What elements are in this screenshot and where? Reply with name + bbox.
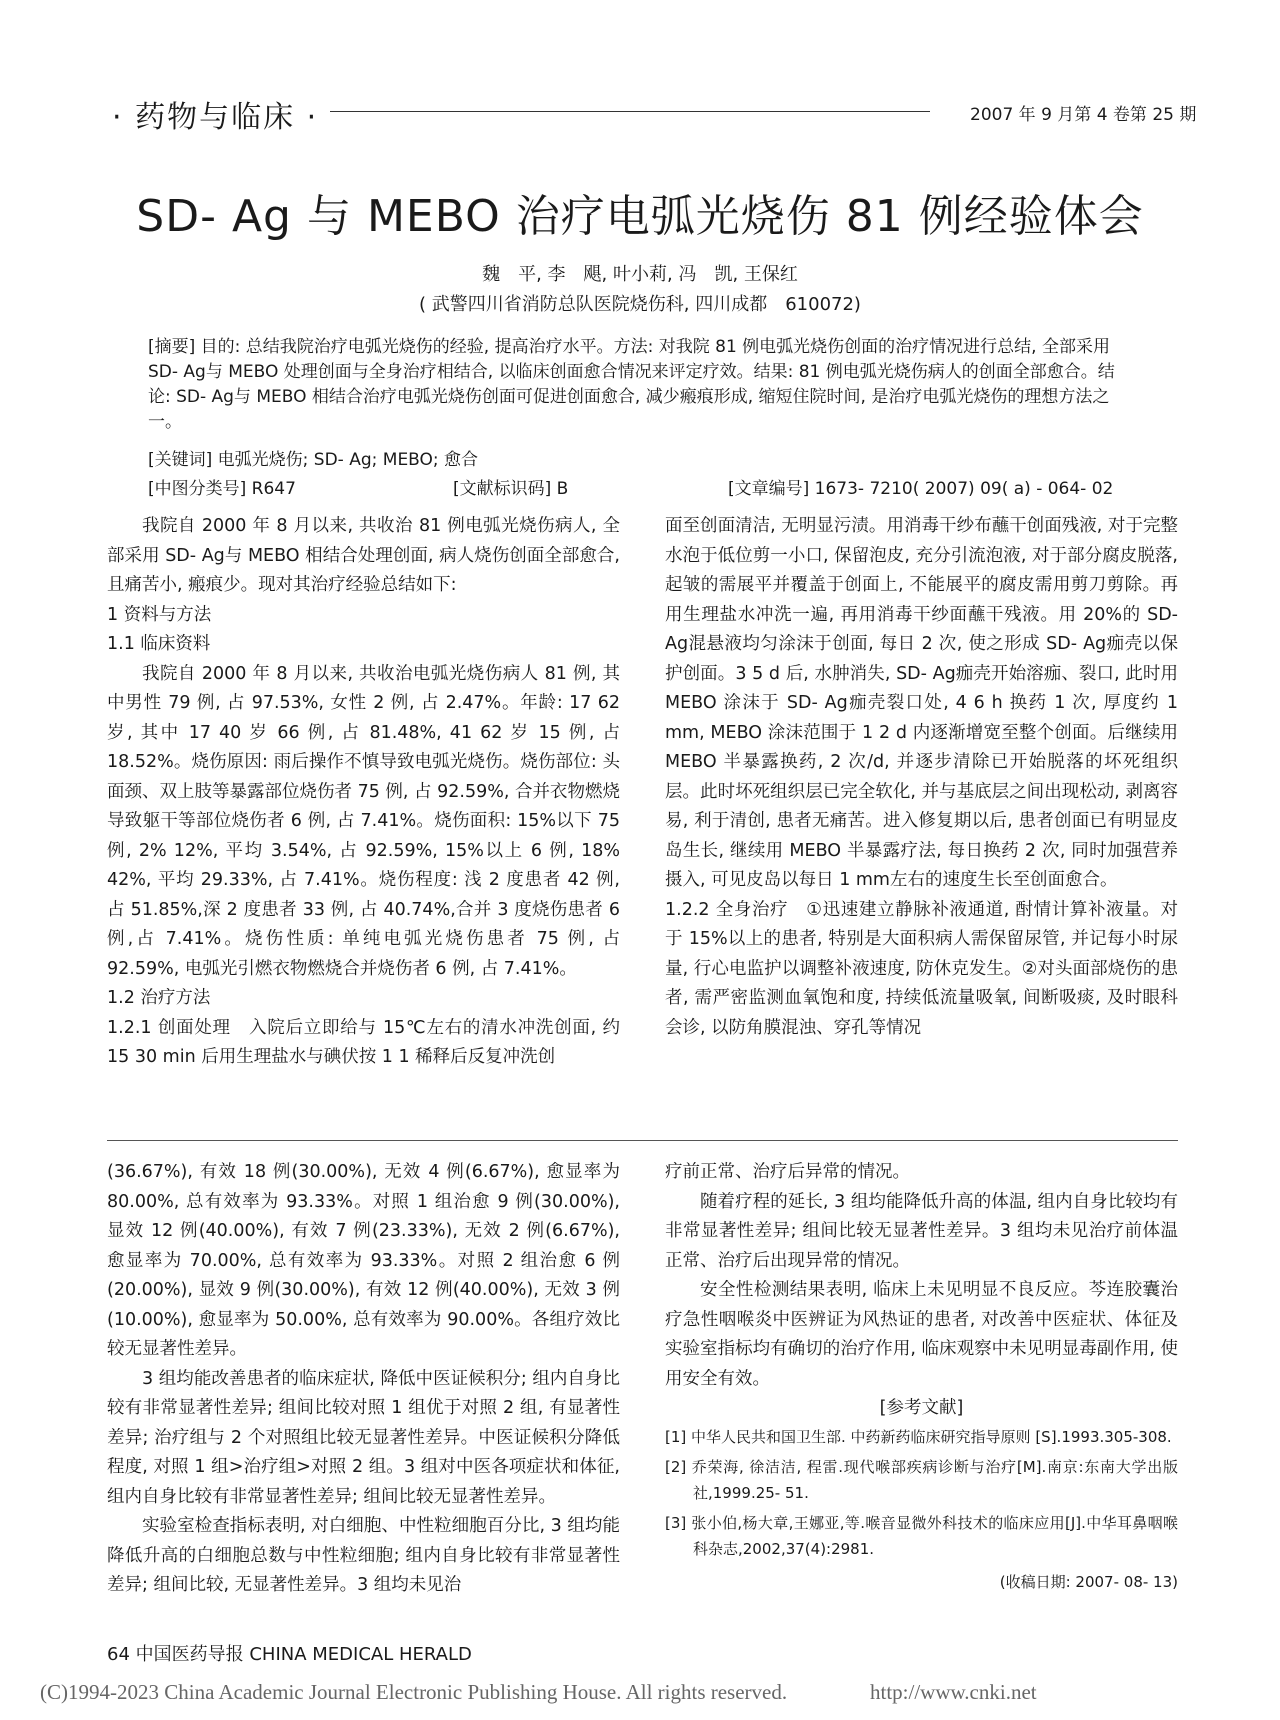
article-title: SD- Ag 与 MEBO 治疗电弧光烧伤 81 例经验体会 <box>136 191 1144 242</box>
issue-info: 2007 年 9 月第 4 卷第 25 期 <box>970 105 1197 125</box>
reference-item: [1] 中华人民共和国卫生部. 中药新药临床研究指导原则 [S].1993.305-308. <box>665 1427 1172 1446</box>
copyright-notice: (C)1994-2023 China Academic Journal Electronic Publishing House. All rights reserved. <box>40 1680 788 1704</box>
safety-paragraph: 安全性检测结果表明, 临床上未见明显不良反应。芩连胶囊治疗急性咽喉炎中医辨证为风热证的患者, 对改善中医症状、体征及实验室指标均有确切的治疗作用, 临床观察中未见明显毒副作用, 使用安全有效。 <box>665 1280 1178 1389</box>
header-rule <box>330 111 930 112</box>
received-date: (收稿日期: 2007- 08- 13) <box>999 1572 1178 1591</box>
upper-left-column <box>107 512 620 1073</box>
section-divider <box>107 1140 1178 1141</box>
lower-right-column <box>665 1158 1178 1597</box>
results-paragraph: (36.67%), 有效 18 例(30.00%), 无效 4 例(6.67%), 愈显率为 80.00%, 总有效率为 93.33%。对照 1 组治愈 9 例(30.00%), 显效 12 例(40.00%), 有效 7 例(23.33%), 无效 2 例(6.67%), 愈显率为 70.00%, 总有效率为 93.33%。对照 2 组治愈 6 例(20.00%), 显效 9 例(30.00%), 有效 12 例(40.00%), 无效 3 例(10.00%), 愈显率为 50.00%, 总有效率为 90.00%。各组疗效比较无显著性差异。 <box>107 1162 620 1359</box>
section-label: · 药物与临床 · <box>112 100 319 135</box>
keywords: [关键词] 电弧光烧伤; SD- Ag; MEBO; 愈合 <box>148 450 479 470</box>
symptom-paragraph: 3 组均能改善患者的临床症状, 降低中医证候积分; 组内自身比较有非常显著性差异; 组间比较对照 1 组优于对照 2 组, 有显著性差异; 治疗组与 2 个对照组比较无显著性差异。中医证候积分降低程度, 对照 1 组>治疗组>对照 2 组。3 组对中医各项症状和体征, 组内自身比较有非常显著性差异; 组间比较无显著性差异。 <box>107 1368 620 1507</box>
reference-item: [3] 张小伯,杨大章,王娜亚,等.喉音显微外科技术的临床应用[J].中华耳鼻咽喉科杂志,2002,37(4):2981. <box>665 1513 1178 1558</box>
classification-number: [中图分类号] R647 <box>148 479 296 499</box>
affiliation: ( 武警四川省消防总队医院烧伤科, 四川成都 610072) <box>419 294 861 315</box>
authors: 魏 平, 李 飓, 叶小莉, 冯 凯, 王保红 <box>482 264 798 285</box>
article-number: [文章编号] 1673- 7210( 2007) 09( a) - 064- 02 <box>728 479 1114 499</box>
intro-paragraph: 我院自 2000 年 8 月以来, 共收治 81 例电弧光烧伤病人, 全部采用 SD- Ag与 MEBO 相结合处理创面, 病人烧伤创面全部愈合, 且痛苦小, 瘢痕少。现对其治疗经验总结如下: <box>107 516 620 595</box>
lower-left-column <box>107 1158 620 1601</box>
source-url: http://www.cnki.net <box>870 1680 1037 1704</box>
lab-paragraph: 实验室检查指标表明, 对白细胞、中性粒细胞百分比, 3 组均能降低升高的白细胞总数与中性粒细胞; 组内自身比较有非常显著性差异; 组间比较, 无显著性差异。3 组均未见治 <box>107 1516 620 1595</box>
wound-treatment-paragraph: 1.2.1 创面处理 入院后立即给与 15℃左右的清水冲洗创面, 约 15 30 min 后用生理盐水与碘伏按 1 1 稀释后反复冲洗创 <box>107 1017 620 1067</box>
heading-treatment: 1.2 治疗方法 <box>107 988 211 1008</box>
lab-continued: 疗前正常、治疗后异常的情况。 <box>665 1162 910 1182</box>
heading-clinical-data: 1.1 临床资料 <box>107 634 211 654</box>
abstract: [摘要] 目的: 总结我院治疗电弧光烧伤的经验, 提高治疗水平。方法: 对我院 81 例电弧光烧伤创面的治疗情况进行总结, 全部采用 SD- Ag与 MEBO 处理创面与全身治疗相结合, 以临床创面愈合情况来评定疗效。结果: 81 例电弧光烧伤病人的创面全部愈合。结论: SD- Ag与 MEBO 相结合治疗电弧光烧伤创面可促进创面愈合, 减少瘢痕形成, 缩短住院时间, 是治疗电弧光烧伤的理想方法之一。 <box>148 337 1115 432</box>
document-code: [文献标识码] B <box>453 479 569 499</box>
reference-item: [2] 乔荣海, 徐洁洁, 程雷.现代喉部疾病诊断与治疗[M].南京:东南大学出版社,1999.25- 51. <box>665 1457 1178 1502</box>
references-heading: [参考文献] <box>879 1398 964 1418</box>
heading-materials-methods: 1 资料与方法 <box>107 604 212 625</box>
clinical-data-paragraph: 我院自 2000 年 8 月以来, 共收治电弧光烧伤病人 81 例, 其中男性 79 例, 占 97.53%, 女性 2 例, 占 2.47%。年龄: 17 62 岁, 其中 17 40 岁 66 例, 占 81.48%, 41 62 岁 15 例, 占 18.52%。烧伤原因: 雨后操作不慎导致电弧光烧伤。烧伤部位: 头面颈、双上肢等暴露部位烧伤者 75 例, 占 92.59%, 合并衣物燃烧导致躯干等部位烧伤者 6 例, 占 7.41%。烧伤面积: 15%以下 75 例, 2% 12%, 平均 3.54%, 占 92.59%, 15%以上 6 例, 18% 42%, 平均 29.33%, 占 7.41%。烧伤程度: 浅 2 度患者 42 例, 占 51.85%,深 2 度患者 33 例, 占 40.74%,合并 3 度烧伤患者 6 例,占 7.41%。烧伤性质: 单纯电弧光烧伤患者 75 例, 占 92.59%, 电弧光引燃衣物燃烧合并烧伤者 6 例, 占 7.41%。 <box>107 663 620 979</box>
page-footer: 64 中国医药导报 CHINA MEDICAL HERALD <box>107 1644 472 1665</box>
temperature-paragraph: 随着疗程的延长, 3 组均能降低升高的体温, 组内自身比较均有非常显著性差异; 组间比较无显著性差异。3 组均未见治疗前体温正常、治疗后出现异常的情况。 <box>665 1191 1178 1271</box>
upper-right-column <box>665 512 1178 1043</box>
reference-list <box>665 1424 1178 1562</box>
systemic-treatment-paragraph: 1.2.2 全身治疗 ①迅速建立静脉补液通道, 酎情计算补液量。对于 15%以上的患者, 特别是大面积病人需保留尿管, 并记每小时尿量, 行心电监护以调整补液速度, 防休克发生。②对头面部烧伤的患者, 需严密监测血氧饱和度, 持续低流量吸氧, 间断吸痰, 及时眼科会诊, 以防角膜混浊、穿孔等情况 <box>665 899 1178 1038</box>
wound-treatment-continued: 面至创面清洁, 无明显污渍。用消毒干纱布蘸干创面残液, 对于完整水泡于低位剪一小口, 保留泡皮, 充分引流泡液, 对于部分腐皮脱落, 起皱的需展平并覆盖于创面上, 不能展平的腐皮需用剪刀剪除。再用生理盐水冲洗一遍, 再用消毒干纱面蘸干残液。用 20%的 SD- Ag混悬液均匀涂沫于创面, 每日 2 次, 使之形成 SD- Ag痂壳以保护创面。3 5 d 后, 水肿消失, SD- Ag痂壳开始溶痂、裂口, 此时用 MEBO 涂沫于 SD- Ag痂壳裂口处, 4 6 h 换药 1 次, 厚度约 1 mm, MEBO 涂沫范围于 1 2 d 内逐渐增宽至整个创面。后继续用 MEBO 半暴露换药, 2 次/d, 并逐步清除已开始脱落的坏死组织层。此时坏死组织层已完全软化, 并与基底层之间出现松动, 剥离容易, 利于清创, 患者无痛苦。进入修复期以后, 患者创面已有明显皮岛生长, 继续用 MEBO 半暴露疗法, 每日换药 2 次, 同时加强营养摄入, 可见皮岛以每日 1 mm左右的速度生长至创面愈合。 <box>665 516 1178 890</box>
